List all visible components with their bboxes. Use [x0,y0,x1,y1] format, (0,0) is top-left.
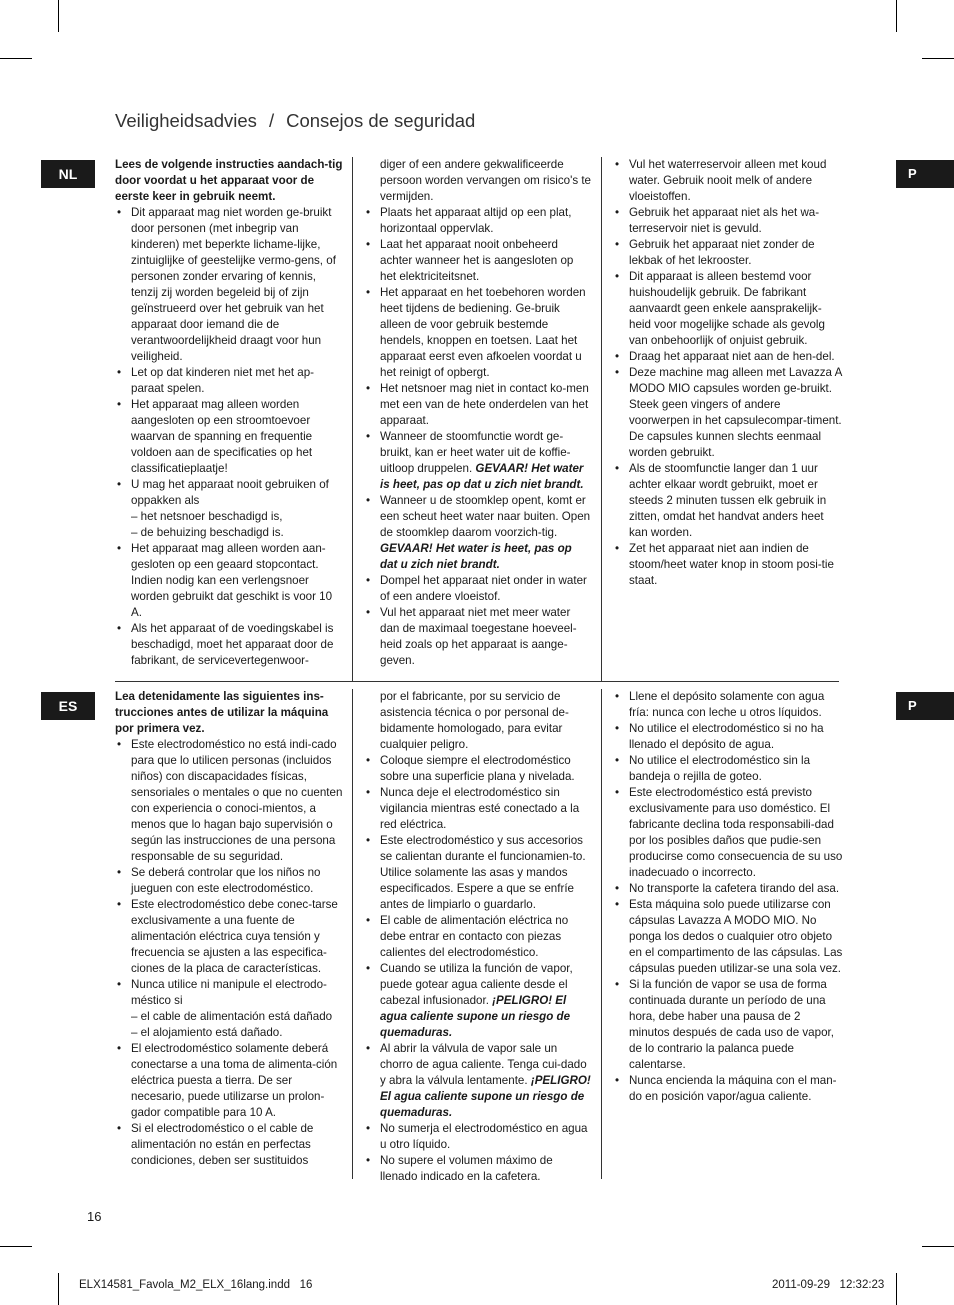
es-column-2 [364,689,592,1185]
column-divider [352,157,353,681]
list-item [364,961,592,1041]
list-item: • Zet het apparaat niet aan indien de stoom/heet water knop in stoom posi-tie staat. [613,541,843,589]
list-item [364,493,592,573]
nl-safety-list-1 [115,205,343,669]
list-item: • Llene el depósito solamente con agua fría: nunca con leche u otros líquidos. [613,689,843,721]
list-item [115,477,343,541]
crop-mark [896,0,897,32]
list-item: • Plaats het apparaat altijd op een plat, horizontaal oppervlak. [364,205,592,237]
sub-condition: – het netsnoer beschadigd is, [131,510,283,523]
footer-datetime: 2011-09-29 12:32:23 [772,1279,885,1291]
title-dutch: Veiligheidsadvies [115,110,257,131]
section-divider [115,681,839,682]
list-item: • Si el electrodoméstico o el cable de alimentación no están en perfectas condiciones, deben ser sustituidos [115,1121,343,1169]
list-item: • Se deberá controlar que los niños no jueguen con este electrodoméstico. [115,865,343,897]
es-safety-list-1 [115,737,343,1169]
list-item: • Este electrodoméstico debe conec-tarse exclusivamente a una fuente de alimentación eléctrica cuya tensión y frecuencia se ajusten a las especifica-ciones de la placa de características. [115,897,343,977]
column-divider [601,157,602,681]
page-number: 16 [87,1209,102,1224]
nl-column-3 [613,157,843,589]
list-item: • Este electrodoméstico está previsto exclusivamente para uso doméstico. El fabricante declina toda responsabili-dad por los posibles daños que pudie-sen producirse como consecuencia de su uso inadecuado o incorrecto. [613,785,843,881]
es-safety-list-2 [364,753,592,1185]
list-item: • Este electrodoméstico y sus accesorios se calientan durante el funcionamien-to. Utilice solamente las asas y mandos especificados. Espere a que se enfríe antes de limpiarlo o guardarlo. [364,833,592,913]
danger-warning: ¡PELIGRO! El agua caliente supone un riesgo de quemaduras. [380,1074,591,1119]
title-spanish: Consejos de seguridad [286,110,476,131]
footer-filename: ELX14581_Favola_M2_ELX_16lang.indd 16 [79,1279,313,1291]
crop-mark [922,1246,954,1247]
sub-condition: – el cable de alimentación está dañado [131,1010,333,1023]
es-safety-list-3 [613,689,843,1105]
list-item: • Als de stoomfunctie langer dan 1 uur achter elkaar wordt gebruikt, moet er steeds 2 minuten tussen elk gebruik in zitten, omdat het handvat anders heet kan worden. [613,461,843,541]
column-divider [601,689,602,1179]
list-item: • Het netsnoer mag niet in contact ko-men met een van de hete onderdelen van het apparaat. [364,381,592,429]
language-tab-nl: NL [41,160,95,188]
danger-warning: ¡PELIGRO! El agua caliente supone un riesgo de quemaduras. [380,994,571,1039]
es-column-3 [613,689,843,1105]
es-continuation: por el fabricante, por su servicio de asistencia técnica o por personal de-bidamente homologado, para evitar cualquier peligro. [380,690,569,751]
edge-tab-next-page: P [896,160,954,188]
nl-intro: Lees de volgende instructies aandach-tig door voordat u het apparaat voor de eerste keer in gebruik neemt. [115,158,343,203]
title-separator: / [268,110,275,131]
list-item: • No sumerja el electrodoméstico en agua u otro líquido. [364,1121,592,1153]
list-item: • Dit apparaat mag niet worden ge-bruikt door personen (met inbegrip van kinderen) met beperkte lichame-lijke, zintuiglijke of geestelijke vermo-gens, of personen zonder ervaring of kennis, tenzij zij worden begeleid bij of zijn geïnstrueerd over het gebruik van het apparaat door iemand die de verantwoordelijkheid draagt voor hun veiligheid. [115,205,343,365]
nl-column-2 [364,157,592,669]
crop-mark [58,0,59,32]
edge-tab-next-page: P [896,692,954,720]
column-divider [352,689,353,1179]
crop-mark [896,1273,897,1305]
list-item-text: Wanneer de stoomfunctie wordt ge-bruikt, kan er heet water uit de koffie-uitloop druppelen. [380,430,571,475]
list-item-text: Nunca utilice ni manipule el electrodo-méstico si [131,978,327,1007]
nl-column-1 [115,157,343,669]
list-item [364,429,592,493]
sub-condition: – el alojamiento está dañado. [131,1026,283,1039]
list-item: • El electrodoméstico solamente deberá conectarse a una toma de alimenta-ción eléctrica puesta a tierra. De ser necesario, puede utilizarse un prolon-gador compatible para 10 A. [115,1041,343,1121]
es-intro: Lea detenidamente las siguientes ins-trucciones antes de utilizar la máquina por primera vez. [115,690,329,735]
list-item: • Esta máquina solo puede utilizarse con cápsulas Lavazza A MODO MIO. No ponga los dedos o cualquier otro objeto en el compartimento de las cápsulas. Las cápsulas pueden utilizar-se una sola vez. [613,897,843,977]
list-item: • Let op dat kinderen niet met het ap-paraat spelen. [115,365,343,397]
list-item [115,977,343,1041]
list-item: • Als het apparaat of de voedingskabel is beschadigd, moet het apparaat door de fabrikant, de servicevertegenwoor- [115,621,343,669]
list-item: • Vul het apparaat niet met meer water dan de maximaal toegestane hoeveel-heid zoals op het apparaat is aange-geven. [364,605,592,669]
list-item-text: Wanneer u de stoomklep opent, komt er een scheut heet water naar buiten. Open de stoomklep daarom voorzich-tig. [380,494,591,539]
list-item: • No transporte la cafetera tirando del asa. [613,881,843,897]
language-tab-es: ES [41,692,95,720]
list-item: • Si la función de vapor se usa de forma continuada durante un período de una hora, debe haber una pausa de 2 minutos después de cada uso de vapor, de lo contrario la palanca puede calentarse. [613,977,843,1073]
list-item: • Draag het apparaat niet aan de hen-del. [613,349,843,365]
list-item-text: Cuando se utiliza la función de vapor, puede gotear agua caliente desde el cabezal infusionador. [380,962,573,1007]
list-item: • Este electrodoméstico no está indi-cado para que lo utilicen personas (incluidos niños) con discapacidades físicas, sensoriales o mentales o que no cuenten con experiencia o conoci-mientos, a menos que lo hagan bajo supervisión o según las instrucciones de una persona responsable de su seguridad. [115,737,343,865]
list-item: • El cable de alimentación eléctrica no debe entrar en contacto con piezas calientes del electrodoméstico. [364,913,592,961]
sub-condition: – de behuizing beschadigd is. [131,526,284,539]
list-item: • Het apparaat mag alleen worden aangesloten op een stroomtoevoer waarvan de spanning en frequentie voldoen aan de specificaties op het classificatieplaatje! [115,397,343,477]
list-item: • No supere el volumen máximo de llenado indicado en la cafetera. [364,1153,592,1185]
page-title [115,110,475,132]
list-item-text: U mag het apparaat nooit gebruiken of oppakken als [131,478,329,507]
list-item: • Gebruik het apparaat niet als het wa-terreservoir niet is gevuld. [613,205,843,237]
crop-mark [58,1273,59,1305]
list-item [364,1041,592,1121]
list-item: • Laat het apparaat nooit onbeheerd achter wanneer het is aangesloten op het elektriciteitsnet. [364,237,592,285]
list-item: • Het apparaat en het toebehoren worden heet tijdens de bediening. Ge-bruik alleen de voor gebruik bestemde hendels, knoppen en toetsen. Laat het apparaat eerst even afkoelen voordat u het reinigt of opbergt. [364,285,592,381]
list-item: • Vul het waterreservoir alleen met koud water. Gebruik nooit melk of andere vloeistoffen. [613,157,843,205]
crop-mark [0,1246,32,1247]
nl-continuation: diger of een andere gekwalificeerde persoon worden vervangen om risico's te vermijden. [380,158,592,203]
danger-warning: GEVAAR! Het water is heet, pas op dat u zich niet brandt. [380,462,584,491]
crop-mark [0,58,32,59]
danger-warning: GEVAAR! Het water is heet, pas op dat u zich niet brandt. [380,542,572,571]
list-item: • Dompel het apparaat niet onder in water of een andere vloeistof. [364,573,592,605]
list-item: • No utilice el electrodoméstico si no ha llenado el depósito de agua. [613,721,843,753]
nl-safety-list-3 [613,157,843,589]
list-item: • Deze machine mag alleen met Lavazza A MODO MIO capsules worden ge-bruikt. Steek geen vingers of andere voorwerpen in het capsulecompar-timent. De capsules kunnen slechts eenmaal worden gebruikt. [613,365,843,461]
list-item: • Het apparaat mag alleen worden aan-gesloten op een geaard stopcontact. Indien nodig kan een verlengsnoer worden gebruikt dat geschikt is voor 10 A. [115,541,343,621]
crop-mark [922,58,954,59]
list-item: • Dit apparaat is alleen bestemd voor huishoudelijk gebruik. De fabrikant aanvaardt geen enkele aansprakelijk-heid voor mogelijke schade als gevolg van onbehoorlijk of onjuist gebruik. [613,269,843,349]
es-column-1 [115,689,343,1169]
nl-safety-list-2 [364,205,592,669]
list-item: • Nunca encienda la máquina con el man-do en posición vapor/agua caliente. [613,1073,843,1105]
list-item-text: Al abrir la válvula de vapor sale un chorro de agua caliente. Tenga cui-dado y abra la válvula lentamente. [380,1042,587,1087]
list-item: • No utilice el electrodoméstico sin la bandeja o rejilla de goteo. [613,753,843,785]
list-item: • Gebruik het apparaat niet zonder de lekbak of het lekrooster. [613,237,843,269]
list-item: • Nunca deje el electrodoméstico sin vigilancia mientras esté conectado a la red eléctrica. [364,785,592,833]
list-item: • Coloque siempre el electrodoméstico sobre una superficie plana y nivelada. [364,753,592,785]
